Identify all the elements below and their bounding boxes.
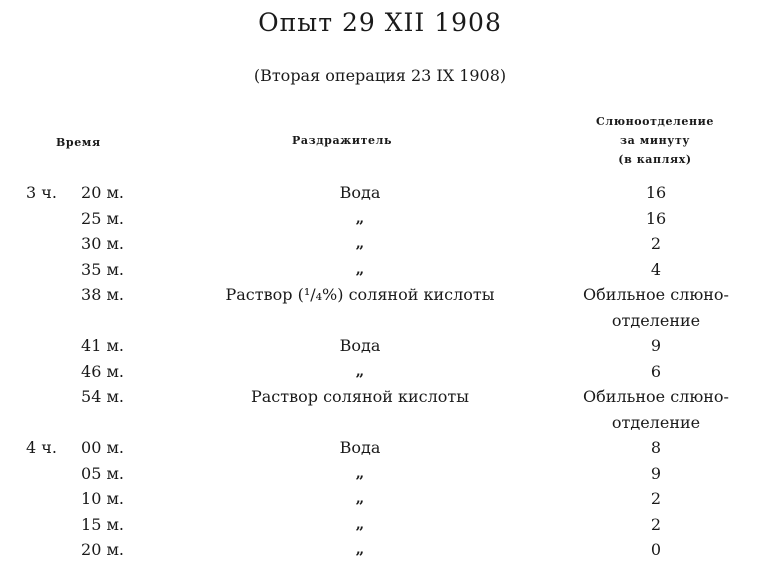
table-row [0,231,760,257]
salivation-cell: 16 [645,183,667,202]
column-header-salivation-line3: (в каплях) [618,153,692,166]
column-header-stimulus: Раздражитель [292,134,393,147]
data-table [0,180,760,563]
time-hour-cell: 3 ч. [26,183,57,202]
column-header-salivation-line2: за минуту [619,134,691,147]
salivation-cell: отделение [611,412,701,432]
salivation-cell: 0 [650,540,662,559]
time-minute-cell: 05 м. [81,463,124,483]
stimulus-cell: „ [355,361,365,380]
salivation-cell: Обильное слюно- [583,387,729,406]
stimulus-cell: Вода [339,438,381,457]
salivation-cell: 8 [650,438,662,457]
salivation-cell: 6 [650,361,662,381]
time-minute-cell: 46 м. [81,361,124,381]
salivation-cell: Обильное слюно- [583,285,729,304]
stimulus-cell: „ [355,463,365,482]
table-row [0,384,760,410]
time-minute-cell: 25 м. [81,208,124,228]
time-minute-cell: 41 м. [81,336,124,355]
stimulus-cell: „ [355,234,365,252]
column-header-time: Время [56,136,101,149]
salivation-cell: отделение [611,310,701,330]
page-title: Опыт 29 XII 1908 [258,8,502,37]
stimulus-cell: Вода [339,336,381,355]
stimulus-cell: „ [355,259,365,278]
stimulus-cell: Вода [339,183,381,202]
time-minute-cell: 15 м. [81,514,124,534]
time-minute-cell: 00 м. [81,438,124,457]
salivation-cell: 2 [650,489,662,508]
stimulus-cell: „ [355,540,365,558]
table-row [0,282,760,308]
column-header-salivation [565,112,745,169]
time-minute-cell: 10 м. [81,489,124,508]
table-row [0,486,760,512]
salivation-cell: 4 [650,259,662,279]
table-row [0,537,760,563]
table-row [0,512,760,538]
salivation-cell: 9 [650,336,662,355]
table-row [0,333,760,359]
table-row [0,308,760,334]
salivation-cell: 9 [650,463,662,483]
table-row [0,180,760,206]
table-row [0,410,760,436]
time-minute-cell: 20 м. [81,540,124,559]
table-row [0,359,760,385]
time-hour-cell: 4 ч. [26,438,57,457]
table-row [0,206,760,232]
time-minute-cell: 20 м. [81,183,124,202]
stimulus-cell: „ [355,208,365,227]
time-minute-cell: 35 м. [81,259,124,279]
stimulus-cell: „ [355,514,365,533]
time-minute-cell: 30 м. [81,234,124,253]
time-minute-cell: 54 м. [81,387,124,406]
table-row [0,461,760,487]
table-row [0,257,760,283]
salivation-cell: 2 [650,234,662,253]
time-minute-cell: 38 м. [81,285,124,304]
table-row [0,435,760,461]
stimulus-cell: „ [355,489,365,507]
column-header-salivation-line1: Слюноотделение [595,115,715,128]
stimulus-cell: Раствор соляной кислоты [251,387,469,406]
salivation-cell: 16 [645,208,667,228]
stimulus-cell: Раствор (¹/₄%) соляной кислоты [225,285,495,304]
page-subtitle: (Вторая операция 23 IX 1908) [253,66,507,85]
salivation-cell: 2 [650,514,662,534]
